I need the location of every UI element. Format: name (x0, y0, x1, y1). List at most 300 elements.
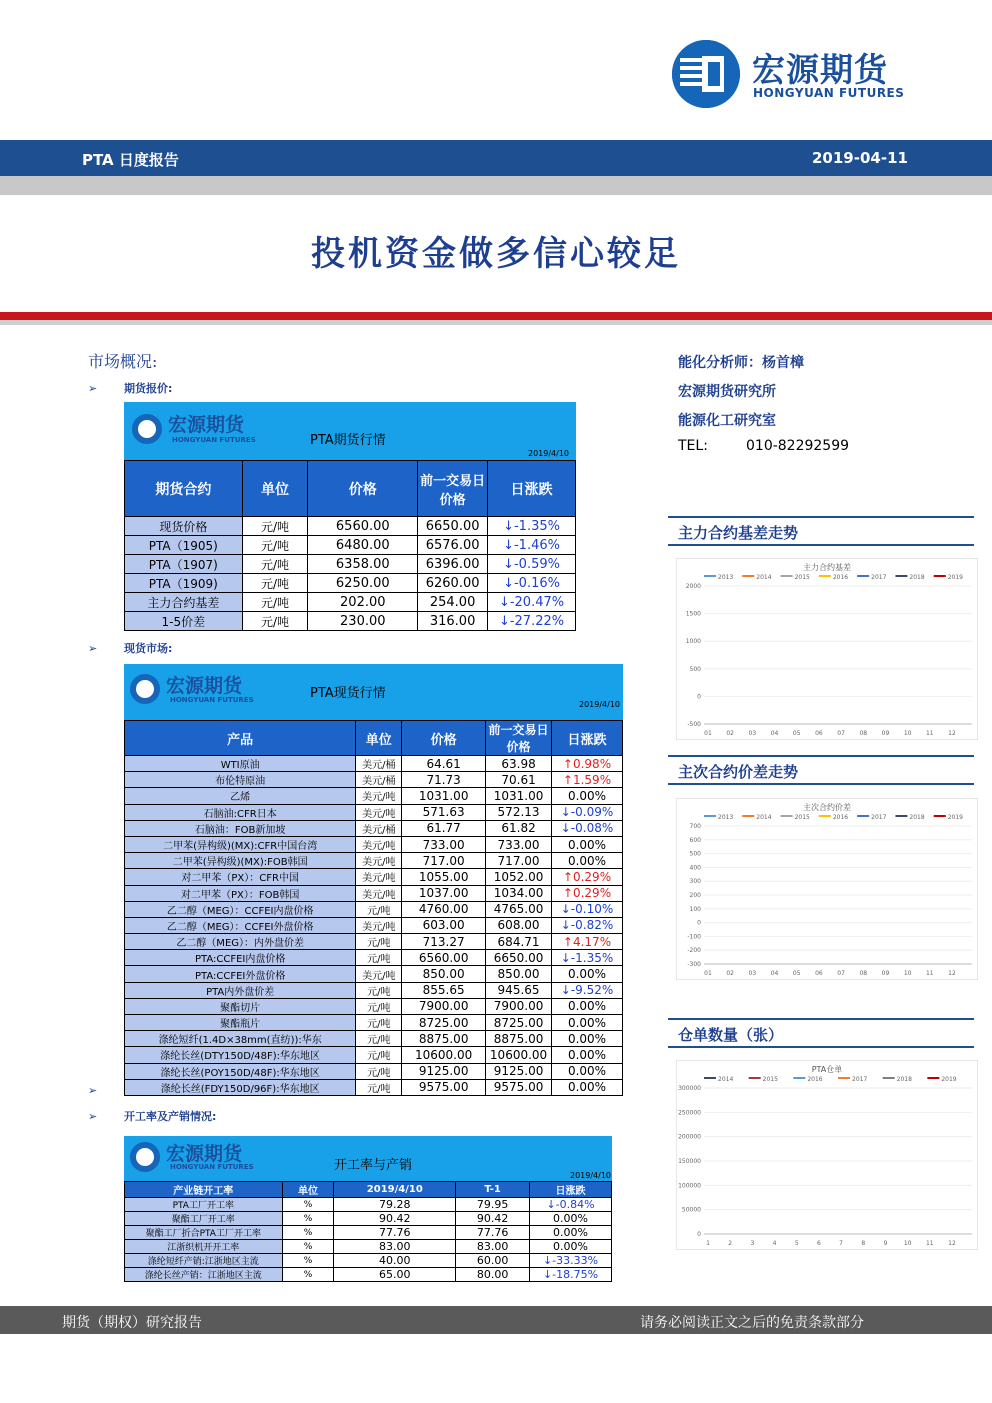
legend-entry: 2018 (896, 1076, 912, 1083)
col-header: 期货合约 (125, 461, 243, 517)
warrant-heading-text: 仓单数量（张） (678, 1026, 784, 1044)
x-tick-label: 10 (903, 1240, 912, 1247)
row-unit: 美元/吨 (356, 917, 402, 933)
table-row (125, 836, 623, 852)
row-change: ↓-0.08% (552, 820, 623, 836)
row-value: 10600.00 (402, 1047, 486, 1063)
ops-table-title: 开工率与产销 (334, 1158, 413, 1173)
row-change: 0.00% (530, 1212, 612, 1226)
row-change: 0.00% (552, 788, 623, 804)
row-change: 0.00% (552, 1063, 623, 1079)
row-unit: 元/吨 (242, 574, 308, 593)
y-tick-label: -300 (687, 961, 701, 968)
row-unit: 美元/吨 (356, 853, 402, 869)
row-unit: 元/吨 (242, 555, 308, 574)
row-value: 1037.00 (402, 885, 486, 901)
y-tick-label: 100000 (678, 1182, 701, 1190)
row-value: 713.27 (402, 934, 486, 950)
x-tick-label: 12 (948, 970, 956, 977)
x-tick-label: 11 (925, 970, 934, 977)
y-tick-label: -500 (687, 721, 701, 728)
row-name: 1-5价差 (125, 612, 243, 631)
row-name: 江浙织机开开工率 (125, 1240, 283, 1254)
col-header: 单位 (242, 461, 308, 517)
row-value: 9575.00 (402, 1079, 486, 1095)
row-name: PTA（1905) (125, 536, 243, 555)
row-value: 77.76 (334, 1226, 456, 1240)
row-unit: 美元/桶 (356, 756, 402, 772)
market-overview-heading: 市场概况: (88, 352, 158, 371)
legend-entry: 2017 (871, 574, 887, 581)
row-value: 64.61 (402, 756, 486, 772)
row-unit: 美元/吨 (356, 885, 402, 901)
row-change: ↓-0.16% (488, 574, 576, 593)
table-row (125, 517, 576, 536)
row-unit: 元/吨 (356, 950, 402, 966)
row-unit: 元/吨 (356, 934, 402, 950)
row-unit: 美元/桶 (356, 820, 402, 836)
row-change: ↓-0.10% (552, 901, 623, 917)
row-name: WTI原油 (125, 756, 356, 772)
y-tick-label: 700 (689, 823, 701, 830)
row-value: 71.73 (402, 772, 486, 788)
table-row (125, 536, 576, 555)
legend-entry: 2017 (852, 1076, 868, 1083)
row-name: 涤纶短纤产销:江浙地区主流 (125, 1254, 283, 1268)
table-row (125, 574, 576, 593)
row-prev-value: 6396.00 (418, 555, 488, 574)
row-change: 0.00% (552, 1031, 623, 1047)
x-tick-label: 10 (903, 730, 912, 737)
operating-rate-label: 开工率及产销情况: (124, 1110, 217, 1123)
row-value: 7900.00 (402, 998, 486, 1014)
tel-number: 010-82292599 (746, 438, 850, 454)
row-name: 涤纶短纤(1.4D×38mm(直纺)):华东 (125, 1031, 356, 1047)
row-prev-value: 7900.00 (486, 998, 552, 1014)
col-header: 前一交易日价格 (486, 721, 552, 756)
row-value: 733.00 (402, 836, 486, 852)
table-row (125, 1254, 612, 1268)
row-prev-value: 61.82 (486, 820, 552, 836)
row-name: 二甲苯(异构级)(MX):FOB韩国 (125, 853, 356, 869)
institute-name: 宏源期货研究所 (678, 384, 776, 400)
legend-entry: 2014 (718, 1076, 734, 1083)
row-value: 90.42 (334, 1212, 456, 1226)
x-tick-label: 09 (881, 730, 890, 737)
row-unit: % (282, 1226, 334, 1240)
row-unit: 元/吨 (356, 1047, 402, 1063)
row-unit: 元/吨 (356, 1015, 402, 1031)
logo-text-cn: 宏源期货 (752, 50, 888, 89)
row-prev-value: 945.65 (486, 982, 552, 998)
table-logo-cn: 宏源期货 (166, 675, 243, 697)
y-tick-label: 200 (689, 892, 701, 899)
row-unit: 美元/吨 (356, 788, 402, 804)
row-value: 571.63 (402, 804, 486, 820)
row-prev-value: 608.00 (486, 917, 552, 933)
x-tick-label: 08 (859, 970, 868, 977)
chart-title: 主次合约价差 (803, 803, 851, 812)
legend-entry: 2019 (947, 574, 963, 581)
col-header: 产业链开工率 (125, 1182, 283, 1198)
x-tick-label: 05 (792, 730, 801, 737)
tel-label: TEL: (678, 438, 708, 454)
row-name: 聚酯瓶片 (125, 1015, 356, 1031)
table-row (125, 917, 623, 933)
row-value: 1055.00 (402, 869, 486, 885)
row-name: 涤纶长丝(POY150D/48F):华东地区 (125, 1063, 356, 1079)
table-logo-cn: 宏源期货 (166, 1143, 243, 1165)
row-unit: 美元/吨 (356, 966, 402, 982)
col-header: T-1 (456, 1182, 530, 1198)
row-prev-value: 80.00 (456, 1268, 530, 1282)
table-row (125, 1063, 623, 1079)
row-name: PTA内外盘价差 (125, 982, 356, 998)
table-row (125, 788, 623, 804)
table-row (125, 901, 623, 917)
row-change: ↓-0.09% (552, 804, 623, 820)
table-row (125, 772, 623, 788)
x-tick-label: 5 (794, 1240, 799, 1247)
row-prev-value: 316.00 (418, 612, 488, 631)
col-header: 2019/4/10 (334, 1182, 456, 1198)
row-change: ↑0.98% (552, 756, 623, 772)
row-unit: 元/吨 (356, 901, 402, 917)
y-tick-label: 400 (689, 864, 701, 872)
row-change: ↓-0.84% (530, 1198, 612, 1212)
row-change: 0.00% (552, 836, 623, 852)
chart-title: 主力合约基差 (803, 563, 851, 572)
logo-text-en: HONGYUAN FUTURES (753, 86, 905, 100)
row-prev-value: 733.00 (486, 836, 552, 852)
futures-table (124, 402, 576, 631)
table-row (125, 756, 623, 772)
x-tick-label: 06 (815, 970, 823, 977)
row-prev-value: 6650.00 (418, 517, 488, 536)
y-tick-label: -200 (687, 947, 701, 955)
x-tick-label: 06 (815, 730, 823, 737)
col-header: 日涨跌 (552, 721, 623, 756)
legend-entry: 2016 (832, 574, 849, 581)
row-value: 83.00 (334, 1240, 456, 1254)
row-unit: 元/吨 (242, 612, 308, 631)
row-unit: 美元/吨 (356, 836, 402, 852)
row-change: ↓-0.82% (552, 917, 623, 933)
table-row (125, 853, 623, 869)
row-name: 涤纶长丝(DTY150D/48F):华东地区 (125, 1047, 356, 1063)
table-row (125, 1240, 612, 1254)
empty-bullet: ➢ (88, 1084, 98, 1097)
row-name: 涤纶长丝(FDY150D/96F):华东地区 (125, 1079, 356, 1095)
row-value: 8875.00 (402, 1031, 486, 1047)
x-tick-label: 12 (948, 1240, 956, 1247)
col-header: 前一交易日价格 (418, 461, 488, 517)
col-header: 价格 (308, 461, 418, 517)
table-logo-icon (130, 674, 160, 704)
x-tick-label: 01 (704, 730, 712, 737)
row-prev-value: 6576.00 (418, 536, 488, 555)
x-tick-label: 01 (704, 970, 712, 977)
table-row (125, 1226, 612, 1240)
spot-table-banner (124, 664, 623, 720)
spot-market-label: 现货市场: (124, 642, 173, 655)
table-row (125, 869, 623, 885)
row-unit: 美元/吨 (356, 804, 402, 820)
y-tick-label: 500 (689, 850, 701, 858)
row-value: 6560.00 (402, 950, 486, 966)
spread-heading-text: 主次合约价差走势 (678, 763, 799, 781)
row-value: 1031.00 (402, 788, 486, 804)
basis-chart (676, 558, 978, 740)
spot-table-date: 2019/4/10 (579, 700, 621, 709)
row-prev-value: 10600.00 (486, 1047, 552, 1063)
spot-table (124, 664, 623, 1096)
row-change: 0.00% (552, 998, 623, 1014)
row-prev-value: 70.61 (486, 772, 552, 788)
col-header: 价格 (402, 721, 486, 756)
legend-entry: 2013 (718, 574, 734, 581)
header-bar-shadow (0, 176, 992, 195)
row-change: ↓-0.59% (488, 555, 576, 574)
x-tick-label: 02 (726, 970, 735, 977)
futures-table-date: 2019/4/10 (528, 449, 570, 458)
x-tick-label: 9 (883, 1240, 888, 1247)
x-tick-label: 07 (837, 970, 845, 977)
row-change: 0.00% (530, 1226, 612, 1240)
analyst-name: 能化分析师：杨首樟 (678, 355, 804, 371)
logo-mark-icon (672, 40, 740, 108)
row-unit: % (282, 1268, 334, 1282)
table-row (125, 1047, 623, 1063)
table-row (125, 555, 576, 574)
company-logo (672, 38, 922, 108)
report-date: 2019-04-11 (812, 149, 908, 167)
chart-frame (676, 558, 978, 740)
row-unit: 元/吨 (356, 1063, 402, 1079)
legend-entry: 2017 (871, 814, 887, 821)
row-value: 230.00 (308, 612, 418, 631)
row-name: 聚酯工厂折合PTA工厂开工率 (125, 1226, 283, 1240)
row-value: 8725.00 (402, 1015, 486, 1031)
row-name: 乙二醇（MEG）：CCFEI内盘价格 (125, 901, 356, 917)
ops-table-date: 2019/4/10 (570, 1171, 612, 1180)
y-tick-label: 50000 (681, 1206, 701, 1214)
row-unit: % (282, 1198, 334, 1212)
row-name: 涤纶长丝产销：江浙地区主流 (125, 1268, 283, 1282)
basis-section-heading (668, 516, 974, 546)
row-prev-value: 1034.00 (486, 885, 552, 901)
legend-entry: 2013 (718, 814, 734, 821)
title-divider (0, 312, 992, 320)
legend-entry: 2019 (941, 1076, 957, 1083)
y-tick-label: 0 (697, 693, 701, 701)
row-change: ↑1.59% (552, 772, 623, 788)
row-value: 603.00 (402, 917, 486, 933)
row-prev-value: 717.00 (486, 853, 552, 869)
report-type: PTA 日度报告 (82, 151, 179, 169)
row-name: 石脑油:CFR日本 (125, 804, 356, 820)
legend-entry: 2015 (762, 1076, 778, 1083)
table-row (125, 982, 623, 998)
x-tick-label: 04 (770, 970, 779, 977)
row-change: 0.00% (552, 1079, 623, 1095)
x-tick-label: 07 (837, 730, 845, 737)
row-prev-value: 63.98 (486, 756, 552, 772)
x-tick-label: 04 (770, 730, 779, 737)
spot-table-title: PTA现货行情 (310, 686, 386, 701)
table-row (125, 950, 623, 966)
row-value: 202.00 (308, 593, 418, 612)
row-prev-value: 9575.00 (486, 1079, 552, 1095)
row-value: 855.65 (402, 982, 486, 998)
row-prev-value: 572.13 (486, 804, 552, 820)
table-logo-en: HONGYUAN FUTURES (170, 1163, 254, 1171)
row-prev-value: 6650.00 (486, 950, 552, 966)
row-name: PTA工厂开工率 (125, 1198, 283, 1212)
row-prev-value: 1031.00 (486, 788, 552, 804)
row-change: 0.00% (530, 1240, 612, 1254)
legend-entry: 2018 (909, 574, 925, 581)
table-logo-en: HONGYUAN FUTURES (172, 436, 256, 444)
row-prev-value: 77.76 (456, 1226, 530, 1240)
row-change: 0.00% (552, 853, 623, 869)
row-name: 乙二醇（MEG）：内外盘价差 (125, 934, 356, 950)
y-tick-label: 500 (689, 665, 701, 673)
spread-chart (676, 798, 978, 980)
row-prev-value: 6260.00 (418, 574, 488, 593)
y-tick-label: 100 (689, 905, 701, 913)
table-logo-en: HONGYUAN FUTURES (170, 696, 254, 704)
table-row (125, 1079, 623, 1095)
row-name: 布伦特原油 (125, 772, 356, 788)
x-tick-label: 2 (728, 1240, 733, 1247)
legend-entry: 2016 (807, 1076, 823, 1083)
row-value: 850.00 (402, 966, 486, 982)
table-logo-cn: 宏源期货 (168, 414, 245, 436)
row-name: 聚酯切片 (125, 998, 356, 1014)
legend-entry: 2015 (794, 574, 810, 581)
x-tick-label: 03 (748, 730, 757, 737)
row-change: ↓-20.47% (488, 593, 576, 612)
x-tick-label: 02 (726, 730, 735, 737)
row-value: 65.00 (334, 1268, 456, 1282)
row-value: 9125.00 (402, 1063, 486, 1079)
row-name: 现货价格 (125, 517, 243, 536)
x-tick-label: 4 (772, 1240, 777, 1247)
y-tick-label: 600 (689, 836, 701, 844)
row-change: ↑0.29% (552, 885, 623, 901)
row-prev-value: 684.71 (486, 934, 552, 950)
row-change: 0.00% (552, 1047, 623, 1063)
row-value: 40.00 (334, 1254, 456, 1268)
legend-entry: 2014 (756, 814, 772, 821)
operating-rate-bullet: ➢ 开工率及产销情况: (88, 1110, 217, 1123)
warrant-section-heading (668, 1018, 974, 1048)
table-row (125, 934, 623, 950)
row-change: ↓-1.35% (488, 517, 576, 536)
row-name: 乙二醇（MEG）：CCFEI外盘价格 (125, 917, 356, 933)
row-value: 6480.00 (308, 536, 418, 555)
row-change: ↓-9.52% (552, 982, 623, 998)
row-prev-value: 60.00 (456, 1254, 530, 1268)
legend-entry: 2018 (909, 814, 925, 821)
spot-market-bullet: ➢ 现货市场: (88, 642, 173, 655)
row-name: 聚酯工厂开工率 (125, 1212, 283, 1226)
x-tick-label: 08 (859, 730, 868, 737)
x-tick-label: 05 (792, 970, 801, 977)
x-tick-label: 10 (903, 970, 912, 977)
row-name: 二甲苯(异构级)(MX):CFR中国台湾 (125, 836, 356, 852)
legend-entry: 2015 (794, 814, 810, 821)
x-tick-label: 8 (861, 1240, 866, 1247)
row-unit: 元/吨 (242, 536, 308, 555)
x-tick-label: 11 (925, 730, 934, 737)
row-value: 4760.00 (402, 901, 486, 917)
row-name: 对二甲苯（PX）：CFR中国 (125, 869, 356, 885)
department-name: 能源化工研究室 (678, 413, 776, 429)
legend-entry: 2014 (756, 574, 772, 581)
table-logo-icon (132, 414, 162, 444)
y-tick-label: 0 (697, 919, 701, 927)
x-tick-label: 7 (839, 1240, 844, 1247)
col-header: 日涨跌 (488, 461, 576, 517)
spread-section-heading (668, 755, 974, 785)
page-title: 投机资金做多信心较足 (311, 234, 681, 274)
row-prev-value: 8725.00 (486, 1015, 552, 1031)
row-name: 石脑油：FOB新加坡 (125, 820, 356, 836)
row-name: 主力合约基差 (125, 593, 243, 612)
row-change: ↓-33.33% (530, 1254, 612, 1268)
row-name: PTA:CCFEI外盘价格 (125, 966, 356, 982)
warrant-chart (676, 1060, 978, 1250)
table-row (125, 593, 576, 612)
table-row (125, 966, 623, 982)
table-row (125, 1212, 612, 1226)
operating-rate-table (124, 1136, 612, 1282)
row-prev-value: 1052.00 (486, 869, 552, 885)
row-change: ↓-1.46% (488, 536, 576, 555)
row-prev-value: 90.42 (456, 1212, 530, 1226)
row-unit: 元/吨 (356, 982, 402, 998)
row-prev-value: 4765.00 (486, 901, 552, 917)
row-prev-value: 9125.00 (486, 1063, 552, 1079)
row-change: ↑4.17% (552, 934, 623, 950)
table-row (125, 1268, 612, 1282)
x-tick-label: 1 (706, 1240, 710, 1247)
col-header: 单位 (282, 1182, 334, 1198)
y-tick-label: 300 (689, 878, 701, 886)
y-tick-label: 0 (697, 1231, 701, 1238)
row-name: 乙烯 (125, 788, 356, 804)
basis-heading-text: 主力合约基差走势 (678, 524, 799, 542)
row-unit: % (282, 1212, 334, 1226)
row-prev-value: 79.95 (456, 1198, 530, 1212)
row-unit: 元/吨 (356, 1031, 402, 1047)
row-unit: 美元/吨 (356, 869, 402, 885)
row-name: 对二甲苯（PX）：FOB韩国 (125, 885, 356, 901)
table-row (125, 885, 623, 901)
table-row (125, 804, 623, 820)
row-change: ↑0.29% (552, 869, 623, 885)
x-tick-label: 3 (750, 1240, 755, 1247)
row-value: 6250.00 (308, 574, 418, 593)
row-change: ↓-27.22% (488, 612, 576, 631)
footer-left-text: 期货（期权）研究报告 (62, 1315, 202, 1331)
row-value: 6358.00 (308, 555, 418, 574)
futures-quote-label: 期货报价: (124, 382, 173, 395)
col-header: 日涨跌 (530, 1182, 612, 1198)
row-name: PTA（1907) (125, 555, 243, 574)
